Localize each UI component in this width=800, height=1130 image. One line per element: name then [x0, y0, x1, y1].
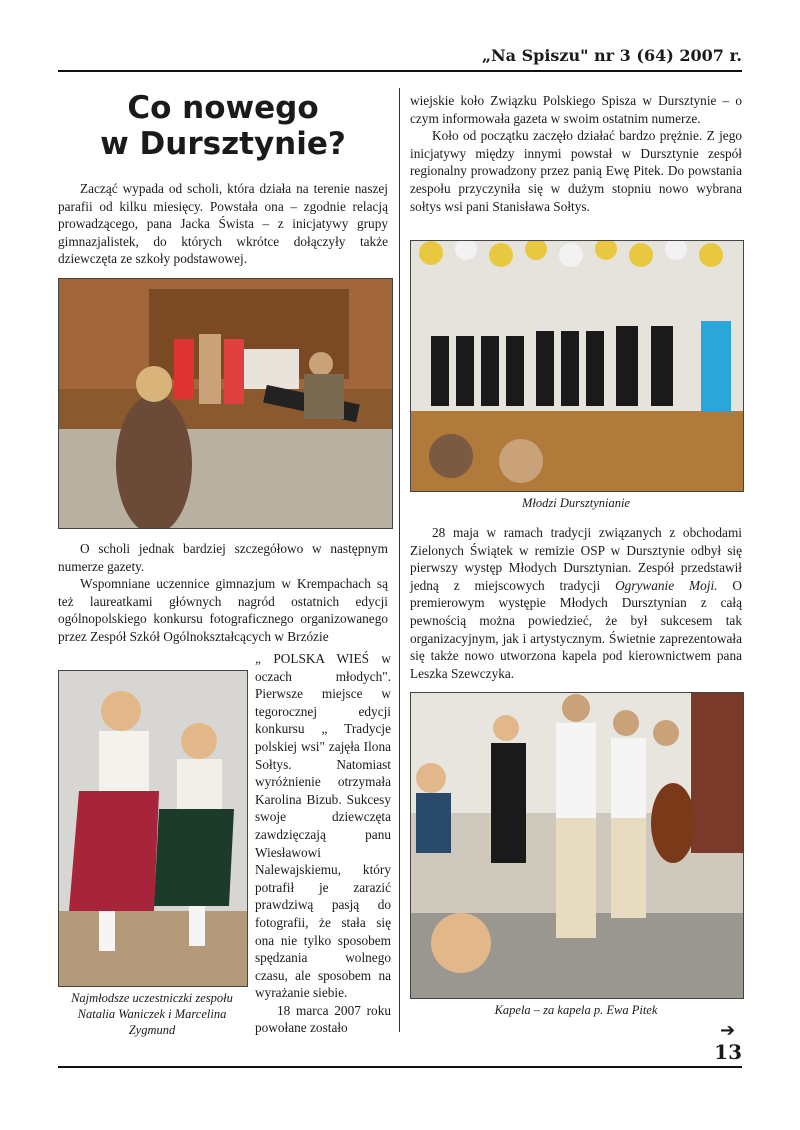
issue-header: „Na Spiszu" nr 3 (64) 2007 r. [481, 46, 742, 65]
photo-stage-image [411, 241, 743, 491]
caption-band: Kapela – za kapela p. Ewa Pitek [494, 1003, 658, 1017]
photo-schola-image [59, 279, 392, 528]
continue-arrow-icon: ➔ [720, 1020, 736, 1041]
intro-paragraph [58, 180, 388, 268]
paragraph-contest: Wspomniane uczennice gimnazjum w Krempachach są też laureatkami głównych nagród ostatnich edycji ogólnopolskiego konkursu fotograficznego organizowanego przez Zespół Szkół Ogólnokształcących w Brzózie [58, 576, 388, 644]
caption-dancers: Najmłodsze uczestniczki zespołu Natalia Waniczek i Marcelina Zygmund [71, 991, 233, 1037]
article-title-line2: w Dursztynie? [100, 126, 346, 162]
caption-stage: Młodzi Dursztynianie [522, 496, 630, 510]
paragraph-founding: 18 marca 2007 roku powołane zostało [255, 1002, 391, 1036]
intro-text: Zacząć wypada od scholi, która działa na terenie naszej parafii od kilku miesięcy. Powstała ona – zgodnie relacją prowadzącego, pana Jacka Śwista – z inicjatywy grupy gimnazjalistek, do których wkrótce dołączyły także dziewczęta ze szkoły podstawowej. [58, 181, 388, 267]
photo-dancers [58, 670, 248, 987]
premiere-tradition-name: Ogrywanie Moji. [615, 577, 718, 593]
right-column-top [410, 92, 742, 215]
photo-band-image [411, 693, 743, 998]
paragraph-premiere [410, 524, 742, 682]
photo-schola [58, 278, 393, 529]
premiere-text-b: O premierowym występie Młodych Dursztynian z całą pewnością można powiedzieć, że był sukcesem tak organizacyjnym, jak i artystycznym. Świetnie zaprezentowała się także nowo utworzona kapela pod kierownictwem pana Leszka Szewczyka. [410, 577, 742, 681]
paragraph-ensemble: Koło od początku zaczęło działać bardzo prężnie. Z jego inicjatywy między innymi powstał w Dursztynie zespół regionalny prowadzony przez panią Ewę Pitek. Do powstania zespołu przyczyniła się w dużym stopniu nowo wybrana sołtys wsi pani Stanisława Sołtys. [410, 128, 742, 214]
photo-stage [410, 240, 744, 492]
photo-dancers-image [59, 671, 247, 986]
left-paragraphs [58, 540, 388, 646]
page-number: 13 [714, 1040, 742, 1064]
header-rule [58, 70, 742, 72]
right-column-middle [410, 524, 742, 682]
paragraph-association: wiejskie koło Związku Polskiego Spisza w Dursztynie – o czym informowała gazeta w swoim ostatnim numerze. [410, 93, 742, 126]
article-title-line1: Co nowego [127, 90, 319, 126]
paragraph-contest-continued: „ POLSKA WIEŚ w oczach młodych". Pierwsze miejsce w tegorocznej edycji konkursu „ Tradycje polskiej wsi" zajęła Ilona Sołtys. Natomiast wyróżnienie otrzymała Karolina Bizub. Sukcesy swoje dziewczęta zawdzięczają panu Wiesławowi Nalewajskiemu, który potrafił je zarazić prawdziwą pasją do fotografii, że stała się ona nie tylko sposobem spędzania wolnego czasu, ale sposobem na wyrażanie siebie. [255, 651, 391, 1001]
column-divider [399, 88, 400, 1032]
paragraph-schola-more: O scholi jednak bardziej szczegółowo w następnym numerze gazety. [58, 541, 388, 574]
footer-rule [58, 1066, 742, 1068]
article-title [58, 90, 388, 162]
photo-band [410, 692, 744, 999]
narrow-column [255, 650, 391, 1037]
premiere-text-a: 28 maja w ramach tradycji związanych z obchodami Zielonych Świątek w remizie OSP w Dursztynie odbył się pierwszy występ Młodych Dursztynian. Zespół przedstawił jedną z miejscowych tradycji [410, 525, 742, 593]
